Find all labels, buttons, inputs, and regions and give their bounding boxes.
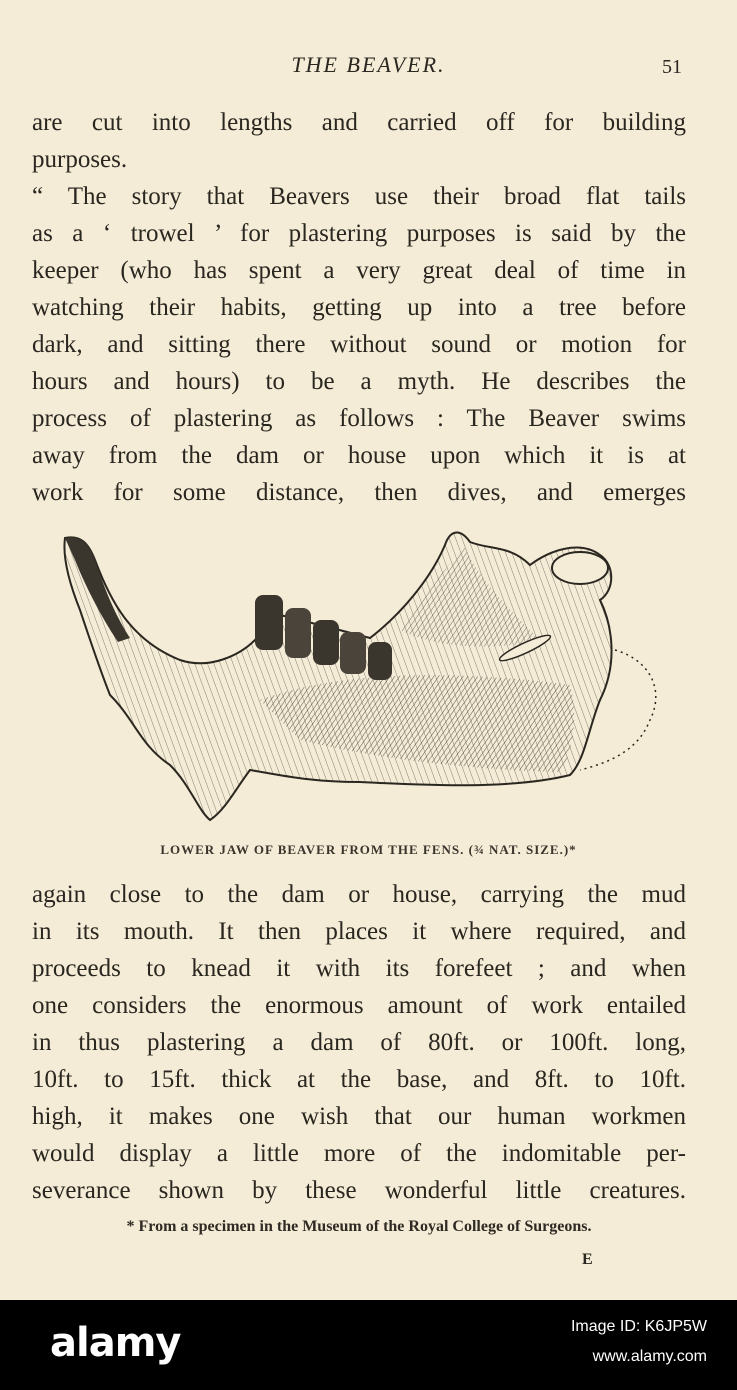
site-url: www.alamy.com <box>592 1348 707 1365</box>
text-line: away from the dam or house upon which it is at <box>32 442 686 469</box>
text-line: in its mouth. It then places it where required, and <box>32 918 686 945</box>
text-line: are cut into lengths and carried off for building <box>32 109 686 136</box>
text-line: proceeds to knead it with its forefeet ; and when <box>32 955 686 982</box>
text-line: work for some distance, then dives, and emerges <box>32 479 686 506</box>
text-line: in thus plastering a dam of 80ft. or 100ft. long, <box>32 1029 686 1056</box>
body-text-lower <box>32 876 686 1209</box>
text-line: purposes. <box>32 146 128 173</box>
text-line: high, it makes one wish that our human workmen <box>32 1103 686 1130</box>
text-line: process of plastering as follows : The Beaver swims <box>32 405 686 432</box>
text-line: watching their habits, getting up into a tree before <box>32 294 686 321</box>
body-text-upper <box>32 104 686 511</box>
text-line: hours and hours) to be a myth. He describes the <box>32 368 686 395</box>
text-line: “ The story that Beavers use their broad flat tails <box>32 183 686 210</box>
figure-caption: LOWER JAW OF BEAVER FROM THE FENS. (¾ NAT. SIZE.)* <box>160 842 577 857</box>
text-line: would display a little more of the indomitable per- <box>32 1140 686 1167</box>
text-line: keeper (who has spent a very great deal of time in <box>32 257 686 284</box>
watermark-bar <box>0 1300 737 1390</box>
text-line: one considers the enormous amount of work entailed <box>32 992 686 1019</box>
beaver-jaw-illustration <box>40 520 700 830</box>
alamy-logo: alamy <box>50 1320 181 1366</box>
running-head: THE BEAVER. <box>291 52 446 77</box>
text-line: severance shown by these wonderful little creatures. <box>32 1177 686 1204</box>
page-number: 51 <box>662 56 682 78</box>
footnote: * From a specimen in the Museum of the Royal College of Surgeons. <box>126 1218 592 1235</box>
text-line: as a ‘ trowel ’ for plastering purposes is said by the <box>32 220 686 247</box>
signature-mark: E <box>582 1251 593 1268</box>
image-id: Image ID: K6JP5W <box>570 1318 707 1335</box>
text-line: again close to the dam or house, carrying the mud <box>32 881 686 908</box>
text-line: 10ft. to 15ft. thick at the base, and 8ft. to 10ft. <box>32 1066 686 1093</box>
text-line: dark, and sitting there without sound or motion for <box>32 331 686 358</box>
